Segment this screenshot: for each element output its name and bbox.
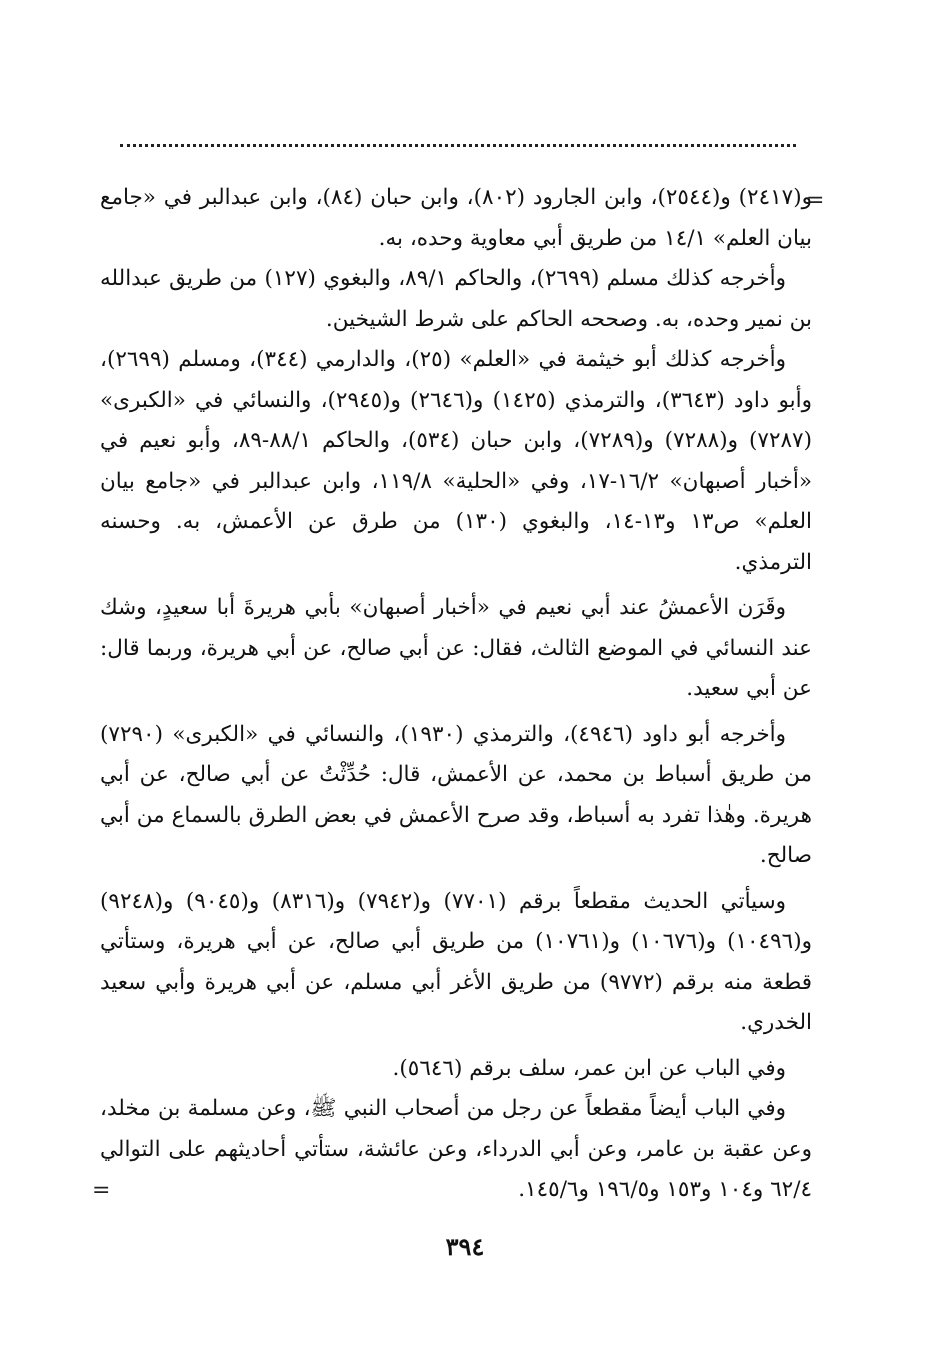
footnote-paragraph-1: و(٢٤١٧) و(٢٥٤٤)، وابن الجارود (٨٠٢)، وابن حبان (٨٤)، وابن عبدالبر في «جامع بيان العلم» ١٤/١ من طريق أبي معاوية وحده، به. bbox=[100, 185, 813, 251]
footnote-paragraph-3: وأخرجه كذلك أبو خيثمة في «العلم» (٢٥)، والدارمي (٣٤٤)، ومسلم (٢٦٩٩)، وأبو داود (٣٦٤٣)، والترمذي (١٤٢٥) و(٢٦٤٦) و(٢٩٤٥)، والنسائي في «الكبرى» (٧٢٨٧) و(٧٢٨٨) و(٧٢٨٩)، وابن حبان (٥٣٤)، والحاكم ٨٨/١-٨٩، وأبو نعيم في «أخبار أصبهان» ١٦/٢-١٧، وفي «الحلية» ١١٩/٨، وابن عبدالبر في «جامع بيان العلم» ص١٣ و١٣-١٤، والبغوي (١٣٠) من طرق عن الأعمش، به. وحسنه الترمذي. bbox=[100, 347, 812, 575]
continuation-mark-bottom: = bbox=[92, 1178, 111, 1203]
footnote-separator bbox=[120, 144, 796, 147]
footnote-paragraph-2: وأخرجه كذلك مسلم (٢٦٩٩)، والحاكم ٨٩/١، والبغوي (١٢٧) من طريق عبدالله بن نمير وحده، به. وصححه الحاكم على شرط الشيخين. bbox=[100, 266, 812, 332]
footnote-text bbox=[100, 178, 812, 1211]
footnote-paragraph-5: وأخرجه أبو داود (٤٩٤٦)، والترمذي (١٩٣٠)، والنسائي في «الكبرى» (٧٢٩٠) من طريق أسباط بن محمد، عن الأعمش، قال: حُدِّثْتُ عن أبي صالح، عن أبي هريرة. وهٰذا تفرد به أسباط، وقد صرح الأعمش في بعض الطرق بالسماع من أبي صالح. bbox=[100, 721, 812, 868]
page-number: ٣٩٤ bbox=[445, 1232, 485, 1261]
footnote-paragraph-7: وفي الباب عن ابن عمر، سلف برقم (٥٦٤٦). bbox=[392, 1055, 786, 1081]
footnote-paragraph-6: وسيأتي الحديث مقطعاً برقم (٧٧٠١) و(٧٩٤٢) و(٨٣١٦) و(٩٠٤٥) و(٩٢٤٨) و(١٠٤٩٦) و(١٠٦٧٦) و(١٠٧٦١) من طريق أبي صالح، عن أبي هريرة، وستأتي قطعة منه برقم (٩٧٧٢) من طريق الأغر أبي مسلم، عن أبي هريرة وأبي سعيد الخدري. bbox=[100, 888, 812, 1035]
footnote-paragraph-4: وقَرَن الأعمشُ عند أبي نعيم في «أخبار أصبهان» بأبي هريرةَ أبا سعيدٍ، وشك عند النسائي في الموضع الثالث، فقال: عن أبي صالح، عن أبي هريرة، وربما قال: عن أبي سعيد. bbox=[100, 595, 812, 701]
continuation-mark-top: = bbox=[806, 188, 825, 213]
footnote-paragraph-8: وفي الباب أيضاً مقطعاً عن رجل من أصحاب النبي ﷺ، وعن مسلمة بن مخلد، وعن عقبة بن عامر، وعن أبي الدرداء، وعن عائشة، ستأتي أحاديثهم على التوالي ٦٢/٤ و١٠٤ و١٥٣ و١٩٦/٥ و١٤٥/٦. bbox=[100, 1096, 812, 1202]
